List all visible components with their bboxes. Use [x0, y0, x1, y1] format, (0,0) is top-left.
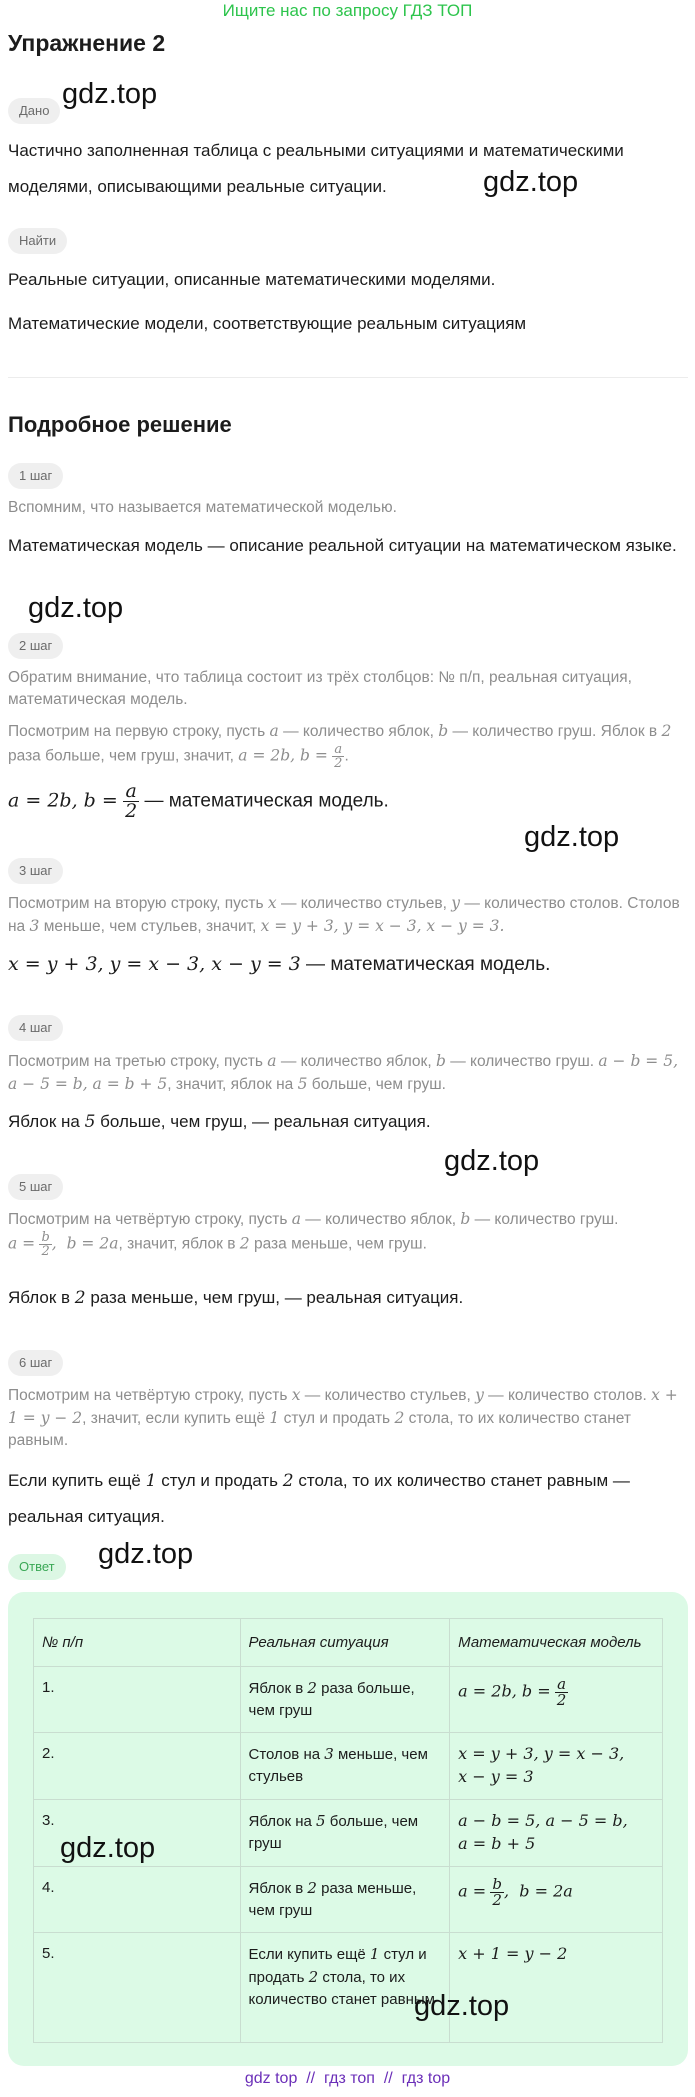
- step-6-badge: 6 шаг: [8, 1350, 63, 1376]
- divider: [8, 377, 688, 378]
- row-situation: Столов на 3 меньше, чем стульев: [240, 1733, 450, 1800]
- table-row: [34, 1733, 663, 1800]
- row-situation: Если купить ещё 1 стул и продать 2 стола, то их количество станет равным: [240, 1933, 450, 2043]
- watermark: gdz.top: [524, 821, 620, 853]
- footer-link[interactable]: гдз топ: [324, 2070, 375, 2087]
- footer-separator: //: [306, 2070, 316, 2087]
- footer-link[interactable]: гдз top: [401, 2070, 451, 2087]
- row-model: a = $\frac{b}{2}$ , b = 2a: [450, 1867, 663, 1933]
- step-2-badge: 2 шаг: [8, 633, 63, 659]
- header-situation: Реальная ситуация: [240, 1619, 450, 1667]
- step-3-model: x = y + 3, y = x − 3, x − y = 3 — математическая модель.: [8, 953, 551, 975]
- row-model: x = y + 3, y = x − 3, x − y = 3: [450, 1733, 663, 1800]
- step-1-text: Математическая модель — описание реальной ситуации на математическом языке.: [8, 536, 677, 555]
- step-3-reasoning: Посмотрим на вторую строку, пусть x — количество стульев, y — количество столов. Столов на 3 меньше, чем стульев, значит, x = y + 3, y = x − 3, x − y = 3.: [8, 894, 680, 935]
- find-badge: Найти: [8, 228, 67, 254]
- footer-separator: //: [383, 2070, 393, 2087]
- step-6-conclusion: Если купить ещё 1 стул и продать 2 стола, то их количество станет равным — реальная ситуация.: [8, 1471, 630, 1526]
- row-model: a = 2b, b = $\frac{a}{2}$: [450, 1667, 663, 1733]
- table-header-row: [34, 1619, 663, 1667]
- row-number: 3.: [34, 1800, 241, 1867]
- watermark: gdz.top: [414, 1990, 510, 2022]
- step-5-conclusion: Яблок в 2 раза меньше, чем груш, — реальная ситуация.: [8, 1288, 464, 1308]
- step-3-badge: 3 шаг: [8, 858, 63, 884]
- watermark: gdz.top: [98, 1538, 194, 1570]
- watermark: gdz.top: [28, 592, 124, 624]
- table-row: [34, 1933, 663, 2043]
- watermark: gdz.top: [483, 166, 579, 198]
- row-number: 1.: [34, 1667, 241, 1733]
- row-model: a − b = 5, a − 5 = b, a = b + 5: [450, 1800, 663, 1867]
- step-1-badge: 1 шаг: [8, 463, 63, 489]
- footer-link[interactable]: gdz top: [244, 2070, 298, 2087]
- solution-title: Подробное решение: [8, 412, 232, 437]
- watermark: gdz.top: [444, 1145, 540, 1177]
- answer-badge: Ответ: [8, 1554, 66, 1580]
- find-line-1: Реальные ситуации, описанные математическими моделями.: [8, 270, 496, 289]
- given-badge: Дано: [8, 98, 60, 124]
- row-number: 2.: [34, 1733, 241, 1800]
- watermark: gdz.top: [60, 1832, 156, 1864]
- watermark: gdz.top: [62, 78, 158, 110]
- row-number: 5.: [34, 1933, 241, 2043]
- exercise-title: Упражнение 2: [8, 30, 166, 56]
- row-situation: Яблок в 2 раза больше, чем груш: [240, 1667, 450, 1733]
- step-2-model: a = 2b, b = $\frac{a}{2}$ — математическая модель.: [8, 780, 389, 822]
- table-row: [34, 1867, 663, 1933]
- step-4-conclusion: Яблок на 5 больше, чем груш, — реальная ситуация.: [8, 1112, 431, 1132]
- step-5-badge: 5 шаг: [8, 1174, 63, 1200]
- header-number: № п/п: [34, 1619, 241, 1667]
- row-number: 4.: [34, 1867, 241, 1933]
- answer-table: [33, 1618, 663, 2043]
- footer-links: [0, 2070, 695, 2088]
- step-4-badge: 4 шаг: [8, 1015, 63, 1041]
- step-5-reasoning: Посмотрим на четвёртую строку, пусть a — количество яблок, b — количество груш. a = $\frac{b}{2}$ , b = 2a, значит, яблок в 2 раза меньше, чем груш.: [8, 1210, 619, 1259]
- header-model: Математическая модель: [450, 1619, 663, 1667]
- step-2-reasoning: Посмотрим на первую строку, пусть a — количество яблок, b — количество груш. Яблок в 2 раза больше, чем груш, значит, a = 2b, b = $\frac{a}{2}$ .: [8, 722, 672, 771]
- step-6-reasoning: Посмотрим на четвёртую строку, пусть x — количество стульев, y — количество столов. x + 1 = y − 2, значит, если купить ещё 1 стул и продать 2 стола, то их количество станет равным.: [8, 1386, 678, 1449]
- step-1-hint: Вспомним, что называется математической моделью.: [8, 499, 397, 516]
- step-2-hint: Обратим внимание, что таблица состоит из трёх столбцов: № п/п, реальная ситуация, математическая модель.: [8, 669, 632, 708]
- table-row: [34, 1667, 663, 1733]
- given-text: Частично заполненная таблица с реальными ситуациями и математическими моделями, описывающими реальные ситуации.: [8, 141, 624, 196]
- step-4-reasoning: Посмотрим на третью строку, пусть a — количество яблок, b — количество груш. a − b = 5, a − 5 = b, a = b + 5, значит, яблок на 5 больше, чем груш.: [8, 1052, 679, 1093]
- search-banner[interactable]: Ищите нас по запросу ГДЗ ТОП: [222, 1, 473, 20]
- row-situation: Яблок на 5 больше, чем груш: [240, 1800, 450, 1867]
- row-situation: Яблок в 2 раза меньше, чем груш: [240, 1867, 450, 1933]
- find-line-2: Математические модели, соответствующие реальным ситуациям: [8, 314, 527, 333]
- row-model: x + 1 = y − 2: [450, 1933, 663, 2043]
